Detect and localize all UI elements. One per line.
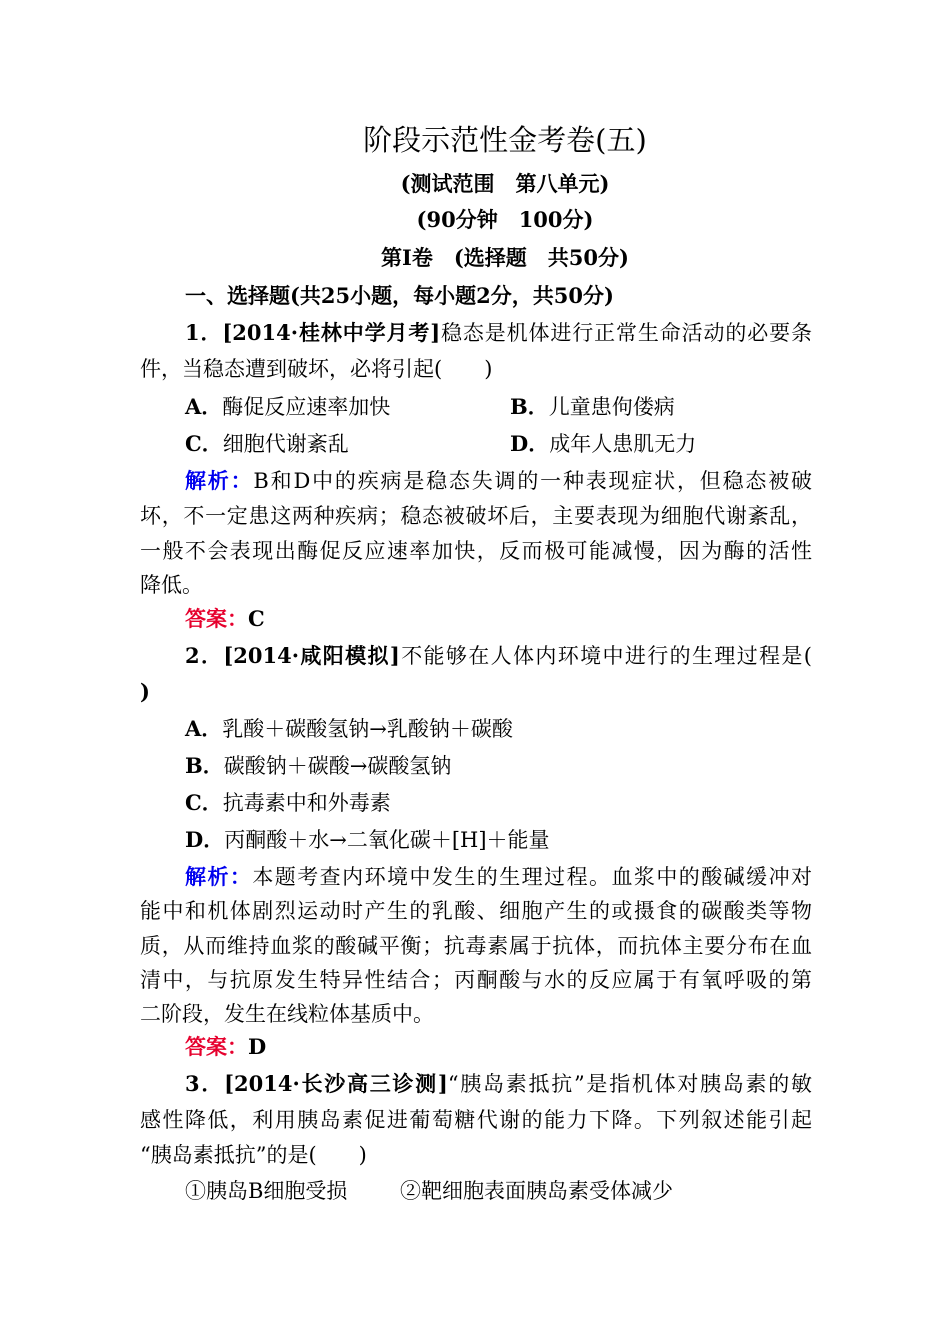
q1-stem (185, 320, 812, 346)
q3-stem (185, 1071, 812, 1097)
q2-option-b: B．碳酸钠＋碳酸→碳酸氢钠 (185, 753, 452, 778)
q1-answer-value: C (248, 606, 265, 631)
q2-answer-value: D (248, 1034, 267, 1059)
q2-analysis-line3: 质，从而维持血浆的酸碱平衡；抗毒素属于抗体，而抗体主要分布在血 (140, 934, 812, 958)
q2-analysis-label: 解析： (185, 864, 253, 889)
q2-option-c: C．抗毒素中和外毒素 (185, 790, 391, 815)
q1-option-c: C．细胞代谢紊乱 (185, 431, 349, 456)
q2-stem-line2: ) (140, 679, 150, 704)
section-heading: 一、选择题(共25小题，每小题2分，共50分) (185, 283, 614, 308)
q3-item-2: ②靶细胞表面胰岛素受体减少 (400, 1179, 673, 1203)
q1-option-a: A．酶促反应速率加快 (185, 394, 391, 419)
part-heading: 第Ⅰ卷 (选择题 共50分) (381, 245, 629, 270)
q3-stem-line3: “胰岛素抵抗”的是( ) (140, 1143, 367, 1167)
q2-answer (185, 1034, 812, 1060)
q2-analysis-line5: 二阶段，发生在线粒体基质中。 (140, 1002, 434, 1026)
q2-source: [2014·咸阳模拟] (223, 643, 400, 668)
q1-answer-label: 答案： (185, 606, 248, 631)
time-and-score: (90分钟 100分) (416, 207, 594, 232)
q2-analysis-line4: 清中，与抗原发生特异性结合；丙酮酸与水的反应属于有氧呼吸的第 (140, 968, 812, 992)
exam-title: 阶段示范性金考卷(五) (363, 123, 647, 157)
q3-number: 3． (185, 1071, 225, 1096)
q1-analysis-label: 解析： (185, 468, 254, 493)
q1-analysis: 解析：B和D中的疾病是稳态失调的一种表现症状，但稳态被破 (185, 468, 812, 493)
q1-number: 1． (185, 320, 223, 345)
q2-analysis-line2: 能中和机体剧烈运动时产生的乳酸、细胞产生的或摄食的碳酸类等物 (140, 899, 812, 923)
q2-stem-text: 不能够在人体内环境中进行的生理过程是( (399, 644, 812, 668)
q1-analysis-line4: 降低。 (140, 573, 203, 597)
q1-source: [2014·桂林中学月考] (222, 320, 441, 345)
q3-source: [2014·长沙高三诊测] (224, 1071, 448, 1096)
q3-stem-line2: 感性降低，利用胰岛素促进葡萄糖代谢的能力下降。下列叙述能引起 (140, 1108, 812, 1132)
q1-analysis-line3: 一般不会表现出酶促反应速率加快，反而极可能减慢，因为酶的活性 (140, 539, 812, 563)
q1-answer (185, 606, 812, 632)
q3-stem-text: “胰岛素抵抗”是指机体对胰岛素的敏 (447, 1072, 812, 1096)
q2-analysis: 解析：本题考查内环境中发生的生理过程。血浆中的酸碱缓冲对 (185, 864, 813, 889)
q2-option-a: A．乳酸＋碳酸氢钠→乳酸钠＋碳酸 (185, 716, 513, 741)
q1-analysis-line2: 坏，不一定患这两种疾病；稳态被破坏后，主要表现为细胞代谢紊乱， (140, 504, 812, 528)
q1-stem-text: 稳态是机体进行正常生命活动的必要条 (440, 321, 813, 345)
q1-stem-line2: 件，当稳态遭到破坏，必将引起( ) (140, 357, 493, 381)
q2-answer-label: 答案： (185, 1034, 248, 1059)
q3-item-1: ①胰岛B细胞受损 (185, 1179, 348, 1203)
q2-stem (185, 643, 812, 669)
q2-number: 2． (185, 643, 224, 668)
test-scope: (测试范围 第八单元) (400, 171, 610, 196)
q1-option-d: D．成年人患肌无力 (510, 431, 697, 456)
q1-option-b: B．儿童患佝偻病 (510, 394, 675, 419)
q2-option-d: D．丙酮酸＋水→二氧化碳＋[H]＋能量 (185, 827, 550, 852)
